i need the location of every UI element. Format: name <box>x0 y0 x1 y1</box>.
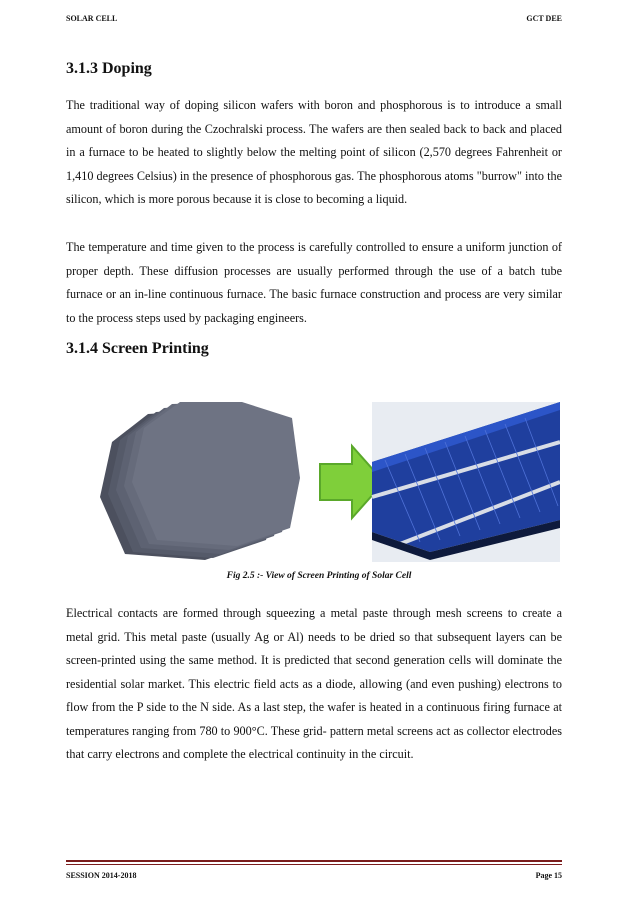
section-heading-doping: 3.1.3 Doping <box>66 60 152 77</box>
footer-rule-thin <box>66 864 562 865</box>
footer-rule-thick <box>66 860 562 862</box>
header-department: GCT DEE <box>526 14 562 23</box>
screen-printing-figure <box>100 402 560 562</box>
page-header <box>66 14 562 23</box>
footer-session: SESSION 2014-2018 <box>66 871 137 880</box>
solar-cell-image <box>372 402 560 562</box>
figure-caption: Fig 2.5 :- View of Screen Printing of Solar Cell <box>226 571 412 581</box>
figure-illustration <box>100 402 560 562</box>
section-heading-screen-printing: 3.1.4 Screen Printing <box>66 340 209 357</box>
header-title: SOLAR CELL <box>66 14 118 23</box>
screen-printing-paragraph: Electrical contacts are formed through squeezing a metal paste through mesh screens to create a metal grid. This metal paste (usually Ag or Al) needs to be dried so that subsequent layers can be screen-printed using the same method. It is predicted that second generation cells will dominate the residential solar market. This electric field acts as a diode, allowing (and even pushing) electrons to flow from the P side to the N side. As a last step, the wafer is heated in a continuous firing furnace at temperatures ranging from 780 to 900°C. These grid- pattern metal screens act as collector electrodes that carry electrons and complete the electrical continuity in the circuit. <box>66 606 562 761</box>
wafer-stack-image <box>100 402 300 560</box>
doping-paragraph-1: The traditional way of doping silicon wafers with boron and phosphorous is to introduce a small amount of boron during the Czochralski process. The wafers are then sealed back to back and placed in a furnace to be heated to slightly below the melting point of silicon (2,570 degrees Fahrenheit or 1,410 degrees Celsius) in the presence of phosphorous gas. The phosphorous atoms "burrow" into the silicon, which is more porous because it is close to becoming a liquid. <box>66 98 562 206</box>
doping-paragraph-2: The temperature and time given to the process is carefully controlled to ensure a uniform junction of proper depth. These diffusion processes are usually performed through the use of a batch tube furnace or an in-line continuous furnace. The basic furnace construction and process are very similar to the process steps used by packaging engineers. <box>66 240 562 325</box>
footer-page-number: Page 15 <box>535 871 562 880</box>
page-footer <box>66 871 562 880</box>
